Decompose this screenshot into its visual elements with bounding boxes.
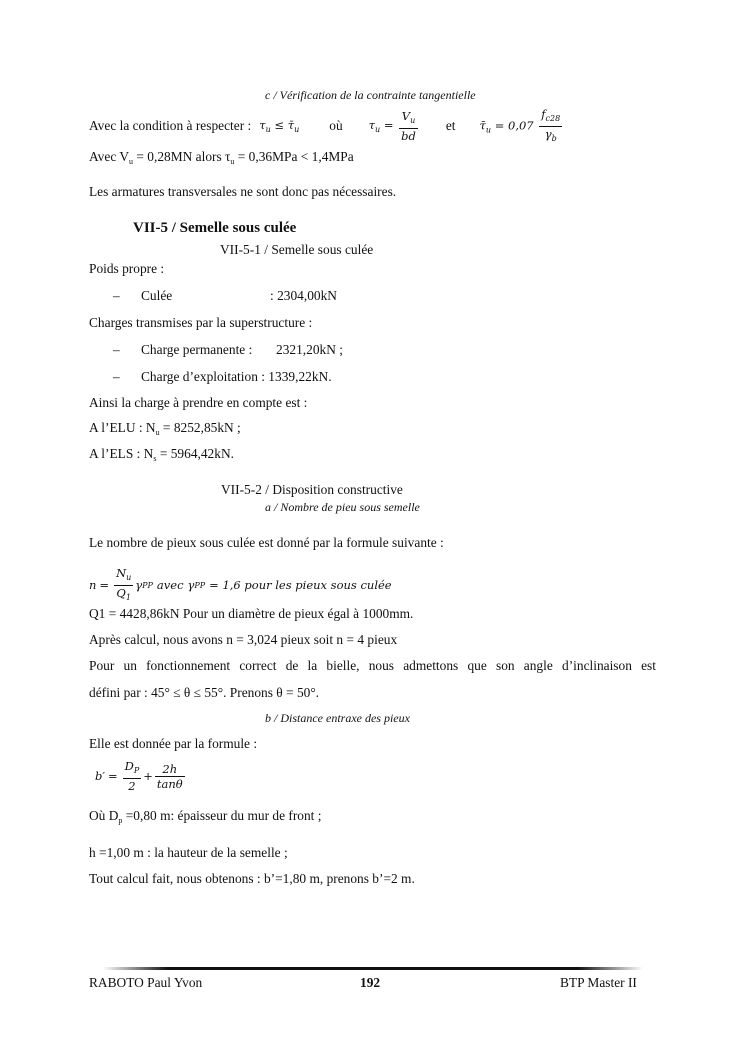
charges-label: Charges transmises par la superstructure : (89, 315, 313, 330)
ou-line: Où $D_p =0,80$ m: épaisseur du mur de front ; (89, 808, 322, 825)
pour-line-1: Pour un fonctionnement correct de la bielle, nous admettons que son angle d’inclinaison est (89, 658, 656, 673)
ainsi-line: Ainsi la charge à prendre en compte est : (89, 395, 308, 410)
footer-page-number: 192 (360, 975, 381, 990)
subsection-heading-a: a / Nombre de pieu sous semelle (265, 500, 420, 514)
tout-line: Tout calcul fait, nous obtenons : b’=1,80 m, prenons b’=2 m. (89, 871, 415, 886)
formula-tau-leq: $\tau_u$ ≤ $\taū_u$ (259, 118, 300, 134)
where-word: où (329, 118, 343, 133)
footer-author: RABOTO Paul Yvon (89, 975, 203, 990)
subsection-heading-c: c / Vérification de la contrainte tangentielle (265, 88, 476, 102)
condition-label: Avec la condition à respecter : (89, 118, 252, 133)
donnee-line: Elle est donnée par la formule : (89, 736, 258, 751)
formula-b-prime: b′ = $\frac{D_P}{2}$ + $\frac{2h}{\tan\theta}$ (95, 759, 183, 793)
list-item-charge-permanente: – Charge permanente : (113, 342, 253, 357)
subsection-title-vii52: VII-5-2 / Disposition constructive (221, 482, 403, 497)
subsection-title-vii51: VII-5-1 / Semelle sous culée (220, 242, 374, 257)
and-word: et (445, 118, 456, 133)
list-item-charge-exploitation: – Charge d’exploitation : 1339,22kN. (113, 369, 332, 384)
section-title-vii5: VII-5 / Semelle sous culée (133, 220, 297, 236)
q1-line: Q1 = 4428,86kN Pour un diamètre de pieux égal à 1000mm. (89, 606, 414, 621)
footer-rule (103, 967, 643, 970)
poids-propre-label: Poids propre : (89, 261, 165, 276)
formula-tau-bar: $\taū_u = 0,07$ $\frac{f_{c28}}{\gamma_b}$ (479, 106, 561, 143)
subsection-heading-b: b / Distance entraxe des pieux (265, 711, 410, 725)
culee-value: : 2304,00kN (270, 288, 337, 303)
elu-line: A l’ELU : $N_u = 8252,85kN$ ; (89, 420, 241, 437)
apres-line: Après calcul, nous avons n = 3,024 pieux soit n = 4 pieux (89, 632, 398, 647)
result-line: Avec $V_u = 0,28MN$ alors $\tau_u = 0,36MPa < 1,4MPa$ (89, 149, 354, 166)
formula-tau-def: $\tau_u$ = $\frac{V_u}{bd}$ (368, 109, 416, 143)
footer-course: BTP Master II (560, 975, 637, 990)
intro-line: Le nombre de pieux sous culée est donné par la formule suivante : (89, 535, 444, 550)
formula-n: n = $\frac{N_u}{Q_1}$ γ PP avec γ PP = 1,6 pour les pieux sous culée (89, 565, 392, 602)
charge-permanente-value: 2321,20kN ; (276, 342, 343, 357)
els-line: A l’ELS : $N_s = 5964,42kN$. (89, 446, 234, 463)
h-line: h =1,00 m : la hauteur de la semelle ; (89, 845, 288, 860)
pour-line-2: défini par : 45° ≤ θ ≤ 55°. Prenons θ = 50°. (89, 685, 320, 700)
list-item-culee: – Culée (113, 288, 173, 303)
condition-line (89, 107, 564, 145)
conclusion-line: Les armatures transversales ne sont donc pas nécessaires. (89, 184, 397, 199)
